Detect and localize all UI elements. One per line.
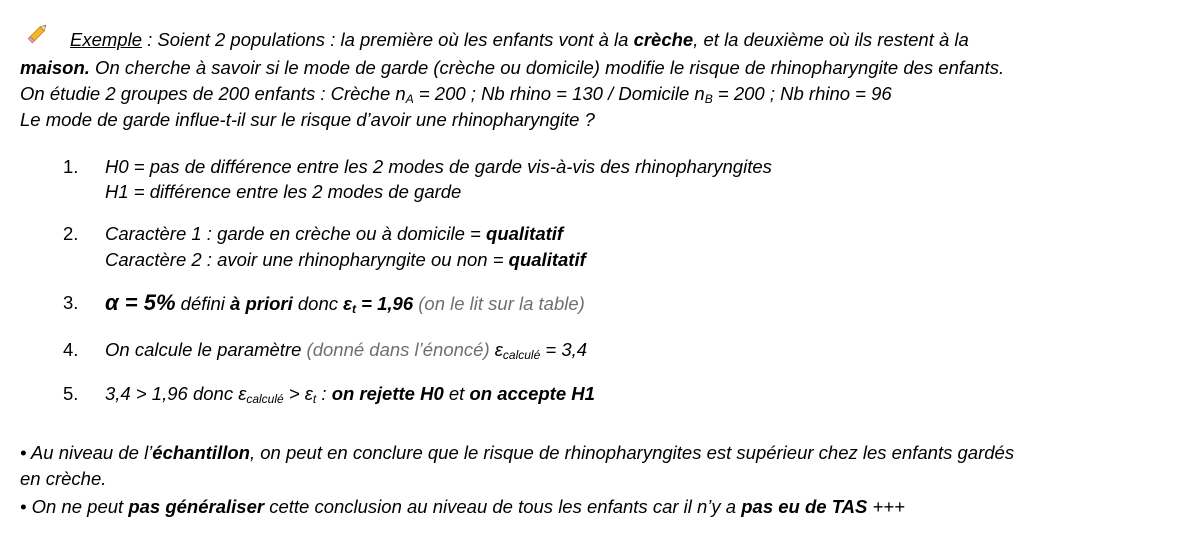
pencil-icon [27, 22, 49, 44]
step-1-h1: H1 = différence entre les 2 modes de garde [105, 181, 462, 202]
step-4-calcul: On calcule le paramètre (donné dans l’énoncé) $\varepsilon_{calculé} = 3,4$ [105, 339, 588, 362]
conclusion-bullet-1-continued: en crèche. [20, 468, 107, 489]
step-2-number: 2. [63, 223, 79, 244]
conclusion-bullet-2: • On ne peut pas généraliser cette conclusion au niveau de tous les enfants car il n’y a pas eu de TAS +++ [20, 496, 905, 517]
step-3-number: 3. [63, 292, 79, 313]
step-2-caractere-2: Caractère 2 : avoir une rhinopharyngite ou non = qualitatif [105, 249, 586, 270]
step-4-number: 4. [63, 339, 79, 360]
step-2-caractere-1: Caractère 1 : garde en crèche ou à domicile = qualitatif [105, 223, 564, 244]
intro-question: Le mode de garde influe-t-il sur le risque d’avoir une rhinopharyngite ? [20, 109, 595, 130]
step-1-h0: H0 = pas de différence entre les 2 modes de garde vis-à-vis des rhinopharyngites [105, 156, 772, 177]
exemple-label: Exemple [70, 29, 142, 50]
step-5-number: 5. [63, 383, 79, 404]
intro-line-2: maison. On cherche à savoir si le mode de garde (crèche ou domicile) modifie le risque de rhinopharyngite des enfants. [20, 57, 1005, 78]
intro-line-1: Exemple : Soient 2 populations : la première où les enfants vont à la crèche, et la deuxième où ils restent à la [70, 29, 969, 50]
step-1-number: 1. [63, 156, 79, 177]
conclusion-bullet-1: • Au niveau de l’échantillon, on peut en conclure que le risque de rhinopharyngites est supérieur chez les enfants gardés [20, 442, 1015, 463]
intro-line-3: On étudie 2 groupes de 200 enfants : Crèche $n_A = 200$ ; Nb rhino = 130 / Domicile $n_B = 200$ ; Nb rhino = 96 [20, 83, 892, 106]
step-5-decision: 3,4 > 1,96 donc $\varepsilon_{calculé} > \varepsilon_t$ : on rejette H0 et on accepte H1 [105, 383, 595, 406]
step-3-alpha: α = 5% défini à priori donc $\varepsilon_t = 1,96$ (on le lit sur la table) [105, 290, 585, 316]
